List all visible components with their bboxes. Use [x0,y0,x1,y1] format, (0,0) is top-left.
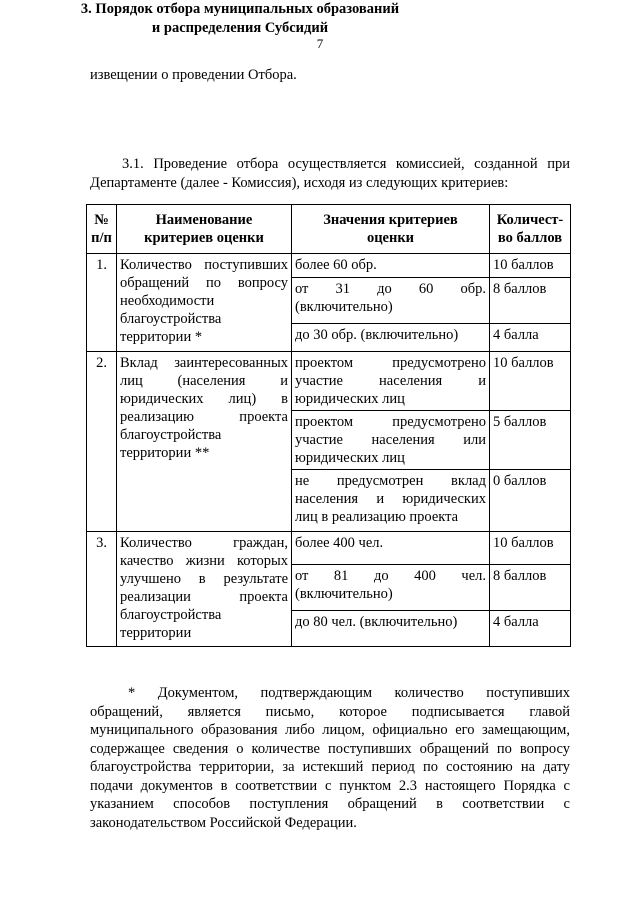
criterion-score: 4 балла [490,324,571,352]
criterion-value-line: (включительно) [295,299,393,315]
criterion-value-line: (включительно) [295,586,393,602]
header-num [87,205,117,254]
criterion-value [292,611,490,647]
section-heading [0,0,480,37]
header-score-line-2: во баллов [497,230,563,246]
criterion-value-line: от 31 до 60 обр. [295,281,486,297]
criterion-score: 0 баллов [490,470,571,532]
criterion-value-line: проектом предусмотрено [295,414,486,430]
criterion-number: 3. [87,532,117,647]
criterion-value-line: более 60 обр. [295,257,377,273]
criterion-score: 10 баллов [490,532,571,565]
section-title-line-2: и распределения Субсидий [151,19,329,36]
criterion-name-line: благоустройства [120,427,222,443]
criterion-value-line: проектом предусмотрено [295,355,486,371]
criterion-value-line: от 81 до 400 чел. [295,568,486,584]
criterion-name [117,532,292,647]
table-row [87,254,571,278]
criterion-score: 8 баллов [490,278,571,324]
header-name-line-1: Наименование [155,212,253,228]
criterion-name-line: благоустройства [120,311,222,327]
lead-paragraph-line-2: Департаменте (далее - Комиссия), исходя из следующих критериев: [90,175,509,191]
criterion-name-line: Количество граждан, [120,535,288,551]
criterion-value-line: населения и юридических [295,491,486,507]
criterion-name-line: реализацию проекта [120,409,288,425]
page-number: 7 [316,36,324,51]
criterion-value [292,278,490,324]
criterion-score: 10 баллов [490,352,571,411]
criterion-name-line: юридических лиц) в [120,391,288,407]
criterion-name-line: улучшено в результате [120,571,288,587]
criterion-name [117,254,292,352]
criterion-score: 8 баллов [490,565,571,611]
criterion-value-line: участие населения или [295,432,486,448]
criterion-name-line: необходимости [120,293,215,309]
section-title-line-1: 3. Порядок отбора муниципальных образований [80,1,400,17]
header-num-line-2: п/п [91,230,112,246]
criterion-number: 1. [87,254,117,352]
criterion-name-line: лиц (населения и [120,373,288,389]
criterion-name-line: территории [120,625,192,641]
criterion-name-line: реализации проекта [120,589,288,605]
header-criterion-value [292,205,490,254]
table-row [87,532,571,565]
criterion-value [292,532,490,565]
criterion-name-line: Вклад заинтересованных [120,355,288,371]
table-row [87,352,571,411]
criterion-name-line: территории * [120,329,203,345]
header-num-line-1: № [94,212,109,228]
header-score [490,205,571,254]
criterion-name-line: Количество поступивших [120,257,288,273]
criterion-value-line: до 30 обр. (включительно) [295,327,459,343]
header-value-line-2: оценки [366,230,415,246]
criterion-value-line: до 80 чел. (включительно) [295,614,458,630]
criterion-score: 4 балла [490,611,571,647]
criterion-value-line: юридических лиц [295,450,405,466]
criterion-score: 5 баллов [490,411,571,470]
criterion-name-line: качество жизни которых [120,553,288,569]
criterion-value [292,324,490,352]
lead-paragraph-line-1: 3.1. Проведение отбора осуществляется комиссией, созданной при [122,156,570,172]
criterion-value [292,565,490,611]
criterion-value-line: участие населения и [295,373,486,389]
criterion-name-line: благоустройства [120,607,222,623]
criterion-score: 10 баллов [490,254,571,278]
criterion-value [292,352,490,411]
criterion-name-line: обращений по вопросу [120,275,288,291]
criterion-value-line: лиц в реализацию проекта [295,509,459,525]
criterion-name [117,352,292,532]
table-header-row [87,205,571,254]
footnote: * Документом, подтверждающим количество поступивших обращений, является письмо, которое подписывается главой муниципального образования либо лицом, официально его замещающим, содержащее сведения о количестве поступивших обращений по вопросу благоустройства территории, за истекший период по состоянию на дату подачи документов в соответствии с пунктом 2.3 настоящего Порядка с указанием способов поступления обращений в соответствии с законодательством Российской Федерации. [90,685,570,831]
criterion-value-line: юридических лиц [295,391,405,407]
criterion-name-line: территории ** [120,445,210,461]
intro-text: извещении о проведении Отбора. [90,67,297,83]
criterion-value [292,254,490,278]
criterion-number: 2. [87,352,117,532]
header-value-line-1: Значения критериев [323,212,458,228]
criteria-table [86,204,571,647]
criterion-value-line: не предусмотрен вклад [295,473,486,489]
criterion-value [292,411,490,470]
criterion-value [292,470,490,532]
header-name-line-2: критериев оценки [144,230,264,246]
criterion-value-line: более 400 чел. [295,535,384,551]
header-criterion-name [117,205,292,254]
header-score-line-1: Количест- [496,212,564,228]
